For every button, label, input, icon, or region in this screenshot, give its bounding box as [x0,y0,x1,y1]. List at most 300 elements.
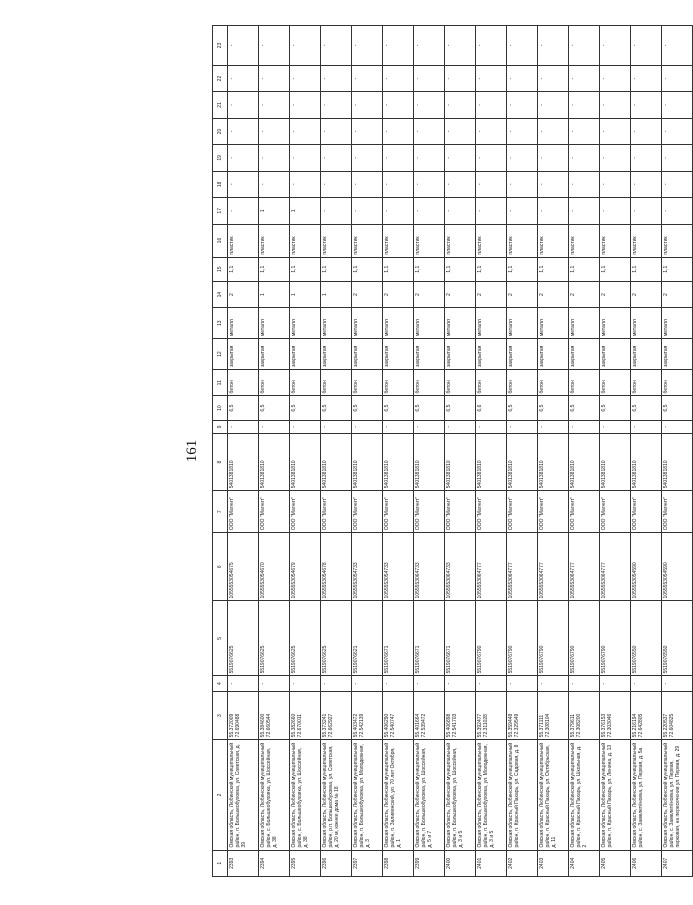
table-cell: - [321,420,352,433]
table-cell: 1055553064777 [507,533,538,601]
table-cell: Омская область, Любинский муниципальный район, п. Большеобуховка, ул. Советская, д. 39 [228,740,259,850]
table-cell: 1,1 [290,257,321,281]
table-cell: 5401381810 [569,433,600,490]
table-cell: металл [228,308,259,339]
table-cell: - [600,26,631,66]
table-cell: 6,5 [631,396,662,420]
table-cell: 5519076790 [476,601,507,676]
table-cell: 1,1 [352,257,383,281]
table-cell: 5519076671 [383,601,414,676]
table-cell: - [538,676,569,691]
table-cell: 2400 [445,850,476,876]
table-cell: - [414,26,445,66]
table-cell: - [321,26,352,66]
table-cell: - [538,92,569,118]
table-cell: - [569,145,600,171]
table-cell: - [321,198,352,224]
table-cell: 1055553054733 [383,533,414,601]
table-cell: - [352,92,383,118]
table-cell: - [414,198,445,224]
table-cell: 2404 [569,850,600,876]
table-cell: ООО "Магнит" [662,491,693,533]
table-cell: закрытая [290,339,321,370]
table-cell: 5519076790 [538,601,569,676]
table-cell: - [507,198,538,224]
table-cell: - [600,118,631,144]
table-cell: - [321,171,352,197]
table-cell: - [445,118,476,144]
table-cell: - [476,65,507,91]
table-cell: 5401381810 [507,433,538,490]
table-cell: - [662,26,693,66]
table-cell: - [538,171,569,197]
table-cell: закрытая [352,339,383,370]
table-cell: - [290,26,321,66]
table-cell: - [414,92,445,118]
column-number: 1 [213,850,228,876]
table-cell: закрытая [600,339,631,370]
table-cell: 5519076625 [290,601,321,676]
table-cell: ООО "Магнит" [507,491,538,533]
table-cell: - [507,420,538,433]
table-cell: - [321,145,352,171]
table-cell: 1,1 [662,257,693,281]
table-cell: 5519076625 [228,601,259,676]
table-cell: - [290,118,321,144]
table-row [383,26,414,877]
table-cell: пластик [600,224,631,257]
table-cell: 6,6 [476,396,507,420]
table-cell: закрытая [414,339,445,370]
table-row [228,26,259,877]
table-cell: ООО "Магнит" [569,491,600,533]
table-cell: - [538,420,569,433]
table-cell: - [259,26,290,66]
table-cell: - [228,65,259,91]
table-cell: пластик [414,224,445,257]
table-cell: - [476,420,507,433]
table-cell: 1,1 [538,257,569,281]
table-cell: - [259,145,290,171]
table-cell: - [538,198,569,224]
table-cell: - [445,171,476,197]
table-cell: пластик [228,224,259,257]
table-cell: 1,1 [631,257,662,281]
table-cell: закрытая [662,339,693,370]
table-cell: Омская область, Любинский муниципальный район, с. Замелетёновка, ул. Первая, д. 5а [631,740,662,850]
table-cell: 2 [476,281,507,307]
table-cell: 1055553064777 [538,533,569,601]
table-cell: 2 [507,281,538,307]
table-cell: - [352,145,383,171]
table-row [414,26,445,877]
table-cell: закрытая [476,339,507,370]
table-cell: - [445,420,476,433]
table-cell: 6,5 [352,396,383,420]
table-cell: 1,1 [569,257,600,281]
table-cell: - [600,92,631,118]
table-cell: пластик [290,224,321,257]
table-cell: 5519076625 [259,601,290,676]
table-cell: 2 [569,281,600,307]
table-cell: - [476,676,507,691]
table-cell: 55.371111 72.308104 [538,691,569,740]
table-cell: 1055553054679 [290,533,321,601]
table-cell: 1055553064733 [445,533,476,601]
table-cell: 1055553064733 [414,533,445,601]
table-cell: пластик [662,224,693,257]
page-number: 161 [184,439,200,463]
table-cell: металл [445,308,476,339]
table-cell: 5519076790 [600,601,631,676]
table-cell: Омская область, Любинский муниципальный район, п. Красный Пахарь, ул. Школьная, д. 2 [569,740,600,850]
table-cell: Омская область, Любинский муниципальный район, р.п. Большеобуховка, ул. Советская, д. 20 м, южнее дома № 18 [321,740,352,850]
table-cell: 55.384600 72.660544 [259,691,290,740]
table-cell: металл [631,308,662,339]
column-number: 23 [213,26,228,66]
table-cell: 1,1 [383,257,414,281]
table-cell: 2 [414,281,445,307]
table-cell: - [600,171,631,197]
table-cell: 2 [352,281,383,307]
table-cell: 6,5 [259,396,290,420]
table-cell: - [631,676,662,691]
table-cell: - [352,118,383,144]
column-number: 14 [213,281,228,307]
table-cell: 6,5 [569,396,600,420]
table-cell: - [631,420,662,433]
table-cell: 55.359448 72.329549 [507,691,538,740]
table-cell: 55.406898 72.541703 [445,691,476,740]
table-cell: металл [569,308,600,339]
table-cell: Омская область, Любинский муниципальный район, с. Большеобуховка, ул. Шоссейная, д. 38 [290,740,321,850]
table-cell: 1055553054675 [228,533,259,601]
table-cell: 1,1 [476,257,507,281]
table-row [352,26,383,877]
table-cell: 5401381810 [445,433,476,490]
table-cell: бетон [321,370,352,396]
table-cell: - [228,198,259,224]
table-cell: 1 [290,198,321,224]
table-cell: - [538,26,569,66]
table-cell: 5401381810 [662,433,693,490]
table-cell: 5519076550 [662,601,693,676]
table-cell: 2405 [600,850,631,876]
table-cell: - [662,676,693,691]
table-cell: ООО "Магнит" [476,491,507,533]
table-cell: - [569,171,600,197]
table-cell: 55.406290 72.540747 [383,691,414,740]
table-cell: металл [538,308,569,339]
table-cell: закрытая [538,339,569,370]
table-cell: металл [352,308,383,339]
table-cell: - [662,420,693,433]
table-cell: - [290,92,321,118]
table-cell: - [321,65,352,91]
table-cell: 2407 [662,850,693,876]
table-cell: металл [290,308,321,339]
table-cell: 1,1 [414,257,445,281]
table-cell: - [445,26,476,66]
table-cell: 1055553064777 [600,533,631,601]
table-cell: - [414,145,445,171]
table-cell: Омская область, Любинский муниципальный район, с. Большеобуховка, ул. Шоссейная, д. 38 [259,740,290,850]
table-cell: - [631,65,662,91]
table-cell: 1,1 [259,257,290,281]
table-cell: Омская область, Любинский муниципальный район, п. Красный Пахарь, ул. Садовая, д. 8 [507,740,538,850]
table-cell: - [414,118,445,144]
table-cell: - [228,118,259,144]
column-number: 3 [213,691,228,740]
table-cell: 5401381810 [290,433,321,490]
table-cell: 1055553054590 [662,533,693,601]
table-cell: Омская область, Любинский муниципальный район, п. Заливинский, ул. 70 лет Октября, д. 1 [383,740,414,850]
table-cell: ООО "Магнит" [321,491,352,533]
table-cell: ООО "Магнит" [352,491,383,533]
table-cell: пластик [538,224,569,257]
table-cell: 5401381810 [228,433,259,490]
table-cell: - [259,676,290,691]
column-number: 20 [213,118,228,144]
table-cell: пластик [321,224,352,257]
table-cell: - [600,198,631,224]
table-cell: 6,5 [228,396,259,420]
table-cell: 55.382660 72.670011 [290,691,321,740]
table-cell: - [538,145,569,171]
table-cell: - [662,65,693,91]
table-cell: - [321,92,352,118]
table-cell: - [445,65,476,91]
table-cell: 1 [259,281,290,307]
table-cell: ООО "Магнит" [228,491,259,533]
table-cell: - [538,118,569,144]
table-cell: 2398 [383,850,414,876]
table-cell: - [507,145,538,171]
table-cell: - [383,26,414,66]
table-cell: 5519076621 [352,601,383,676]
table-cell: бетон [600,370,631,396]
table-cell: бетон [414,370,445,396]
table-cell: - [476,26,507,66]
column-number: 6 [213,533,228,601]
column-number: 17 [213,198,228,224]
column-number: 19 [213,145,228,171]
table-cell: закрытая [569,339,600,370]
table-cell: - [414,65,445,91]
table-cell: 2 [662,281,693,307]
table-cell: - [383,198,414,224]
table-cell: бетон [228,370,259,396]
table-row [445,26,476,877]
table-cell: - [259,92,290,118]
table-cell: - [321,118,352,144]
table-cell: 6,5 [662,396,693,420]
table-cell: - [631,26,662,66]
table-cell: - [290,65,321,91]
table-cell: закрытая [631,339,662,370]
table-cell: - [476,171,507,197]
column-number: 16 [213,224,228,257]
column-number: 13 [213,308,228,339]
table-cell: ООО "Магнит" [600,491,631,533]
table-cell: 6,5 [290,396,321,420]
table-cell: Омская область, Любинский муниципальный район, п. Большеобуховка, ул. Шоссейная, д. 5 и 7 [414,740,445,850]
table-cell: 1055553054733 [352,533,383,601]
table-cell: 1 [321,281,352,307]
table-cell: 55.401664 72.539472 [414,691,445,740]
table-cell: - [507,92,538,118]
table-cell: металл [600,308,631,339]
table-cell: - [600,65,631,91]
table-cell: - [569,198,600,224]
table-cell: - [569,26,600,66]
table-cell: - [507,65,538,91]
table-cell: - [228,26,259,66]
table-cell: закрытая [507,339,538,370]
table-cell: 1,1 [600,257,631,281]
table-cell: 2 [445,281,476,307]
table-cell: - [631,118,662,144]
table-cell: - [600,420,631,433]
table-cell: - [476,118,507,144]
table-cell: - [569,676,600,691]
table-cell: 2399 [414,850,445,876]
table-cell: - [538,65,569,91]
table-cell: - [569,118,600,144]
table-cell: бетон [445,370,476,396]
table-cell: - [507,118,538,144]
table-cell: бетон [538,370,569,396]
table-cell: - [631,171,662,197]
table-cell: ООО "Магнит" [383,491,414,533]
table-cell: бетон [507,370,538,396]
table-cell: металл [414,308,445,339]
column-number: 10 [213,396,228,420]
column-number-row [213,26,228,877]
table-cell: 2 [600,281,631,307]
table-cell: 1,1 [228,257,259,281]
table-cell: 6,5 [321,396,352,420]
table-cell: 5401381810 [259,433,290,490]
table-cell: закрытая [445,339,476,370]
table-cell: - [662,118,693,144]
table-cell: - [259,420,290,433]
table-cell: 1,1 [445,257,476,281]
table-cell: закрытая [383,339,414,370]
table-cell: пластик [383,224,414,257]
table-cell: 5519076671 [445,601,476,676]
table-cell: - [445,145,476,171]
table-cell: - [228,171,259,197]
table-cell: 5519076625 [321,601,352,676]
table-cell: 55.372009 72.690488 [228,691,259,740]
column-number: 22 [213,65,228,91]
table-cell: 5401381810 [631,433,662,490]
table-cell: металл [662,308,693,339]
table-cell: - [662,145,693,171]
table-cell: - [352,65,383,91]
table-cell: - [600,145,631,171]
table-cell: 5401381810 [600,433,631,490]
table-row [631,26,662,877]
table-cell: - [259,65,290,91]
table-cell: 1055553054678 [321,533,352,601]
table-cell: ООО "Магнит" [290,491,321,533]
table-cell: бетон [383,370,414,396]
table-cell: бетон [476,370,507,396]
table-cell: - [383,676,414,691]
table-cell: - [383,92,414,118]
table-cell: закрытая [321,339,352,370]
table-cell: - [228,420,259,433]
table-cell: закрытая [228,339,259,370]
table-cell: - [383,145,414,171]
table-cell: 6,5 [414,396,445,420]
table-cell: 2402 [507,850,538,876]
table-cell: бетон [662,370,693,396]
table-cell: 2403 [538,850,569,876]
table-row [538,26,569,877]
table-cell: 1,1 [321,257,352,281]
table-cell: - [569,420,600,433]
table-cell: - [228,145,259,171]
table-cell: - [662,92,693,118]
table-cell: закрытая [259,339,290,370]
table-cell: металл [321,308,352,339]
table-cell: - [476,198,507,224]
table-cell: - [290,171,321,197]
table-cell: 2396 [321,850,352,876]
table-cell: - [290,145,321,171]
table-cell: бетон [290,370,321,396]
table-cell: - [569,92,600,118]
table-cell: пластик [259,224,290,257]
scanned-page [22,25,681,877]
table-cell: 1 [290,281,321,307]
table-cell: пластик [569,224,600,257]
table-row [259,26,290,877]
table-cell: - [290,676,321,691]
table-cell: ООО "Магнит" [538,491,569,533]
table-cell: - [383,171,414,197]
column-number: 2 [213,740,228,850]
table-cell: пластик [507,224,538,257]
table-cell: металл [476,308,507,339]
table-cell: 55.373241 72.662927 [321,691,352,740]
table-cell: 5401381810 [414,433,445,490]
table-cell: - [445,92,476,118]
table-cell: - [352,26,383,66]
table-cell: ООО "Магнит" [259,491,290,533]
column-number: 18 [213,171,228,197]
table-cell: 55.376153 72.303046 [600,691,631,740]
table-cell: Омская область, Любинский муниципальный район, п. Красный Пахарь, ул. Октябрьская, д. 11 [538,740,569,850]
table-cell: 2401 [476,850,507,876]
table-cell: металл [507,308,538,339]
table-cell: - [290,420,321,433]
table-cell: 5519076671 [414,601,445,676]
table-cell: 55.392477 72.311028 [476,691,507,740]
table-cell: - [631,145,662,171]
table-cell: - [476,145,507,171]
table-row [569,26,600,877]
table-cell: 2 [228,281,259,307]
table-cell: бетон [259,370,290,396]
table-cell: - [569,65,600,91]
table-cell: 6,5 [445,396,476,420]
table-cell: - [507,26,538,66]
table-cell: - [352,676,383,691]
